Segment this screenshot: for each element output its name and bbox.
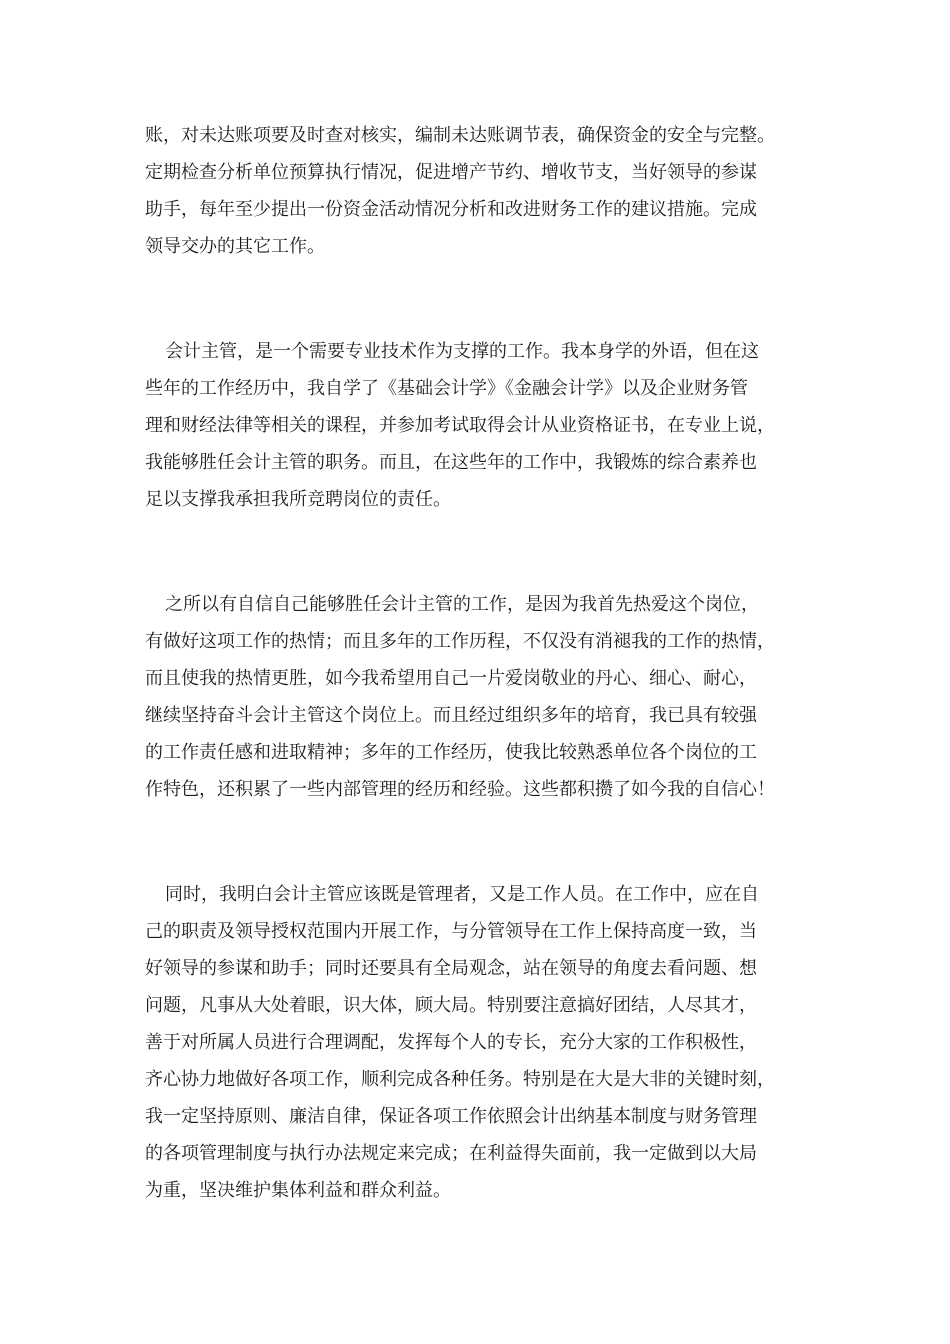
text-line: 些年的工作经历中，我自学了《基础会计学》《金融会计学》以及企业财务管: [145, 378, 748, 399]
text-line: 有做好这项工作的热情；而且多年的工作历程，不仅没有消褪我的工作的热情，: [145, 631, 775, 652]
text-line: 善于对所属人员进行合理调配，发挥每个人的专长，充分大家的工作积极性，: [145, 1032, 757, 1053]
paragraph-2: [145, 333, 815, 518]
text-line: 我一定坚持原则、廉洁自律，保证各项工作依照会计出纳基本制度与财务管理: [145, 1106, 757, 1127]
text-line: 我能够胜任会计主管的职务。而且，在这些年的工作中，我锻炼的综合素养也: [145, 452, 757, 473]
text-line: 齐心协力地做好各项工作，顺利完成各种任务。特别是在大是大非的关键时刻，: [145, 1069, 775, 1090]
text-line: 同时，我明白会计主管应该既是管理者，又是工作人员。在工作中，应在自: [165, 884, 759, 905]
text-line: 好领导的参谋和助手；同时还要具有全局观念，站在领导的角度去看问题、想: [145, 958, 757, 979]
text-line: 会计主管，是一个需要专业技术作为支撑的工作。我本身学的外语，但在这: [165, 341, 759, 362]
text-line: 理和财经法律等相关的课程，并参加考试取得会计从业资格证书，在专业上说，: [145, 415, 775, 436]
paragraph-1: [145, 117, 815, 265]
paragraph-3: [145, 586, 815, 808]
text-line: 助手，每年至少提出一份资金活动情况分析和改进财务工作的建议措施。完成: [145, 199, 757, 220]
text-line: 的各项管理制度与执行办法规定来完成；在利益得失面前，我一定做到以大局: [145, 1143, 757, 1164]
text-line: 领导交办的其它工作。: [145, 236, 325, 257]
text-line: 继续坚持奋斗会计主管这个岗位上。而且经过组织多年的培育，我已具有较强: [145, 705, 757, 726]
text-line: 定期检查分析单位预算执行情况，促进增产节约、增收节支，当好领导的参谋: [145, 162, 757, 183]
text-line: 己的职责及领导授权范围内开展工作，与分管领导在工作上保持高度一致，当: [145, 921, 757, 942]
paragraph-4: [145, 876, 815, 1209]
text-line: 作特色，还积累了一些内部管理的经历和经验。这些都积攒了如今我的自信心！: [145, 779, 775, 800]
text-line: 而且使我的热情更胜，如今我希望用自己一片爱岗敬业的丹心、细心、耐心，: [145, 668, 757, 689]
text-line: 问题，凡事从大处着眼，识大体，顾大局。特别要注意搞好团结，人尽其才，: [145, 995, 757, 1016]
text-line: 的工作责任感和进取精神；多年的工作经历，使我比较熟悉单位各个岗位的工: [145, 742, 757, 763]
text-line: 之所以有自信自己能够胜任会计主管的工作，是因为我首先热爱这个岗位，: [165, 594, 759, 615]
text-line: 为重，坚决维护集体利益和群众利益。: [145, 1180, 451, 1201]
text-line: 足以支撑我承担我所竞聘岗位的责任。: [145, 489, 451, 510]
text-line: 账，对未达账项要及时查对核实，编制未达账调节表，确保资金的安全与完整。: [145, 125, 775, 146]
